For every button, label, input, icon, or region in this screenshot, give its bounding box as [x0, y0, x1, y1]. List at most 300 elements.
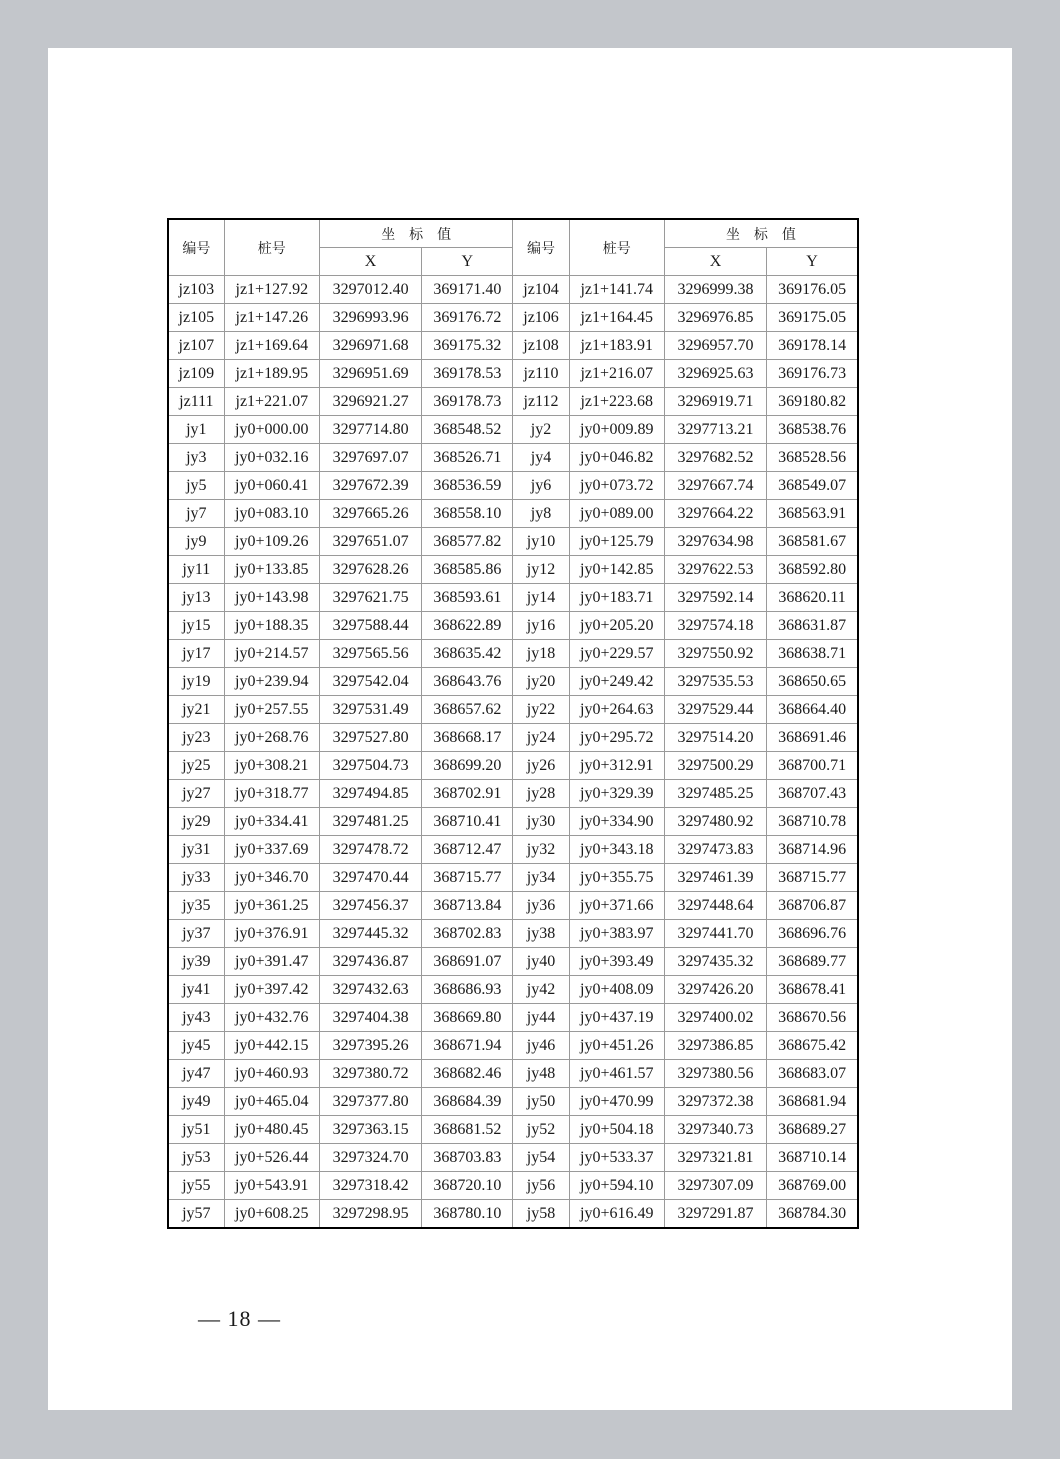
- cell-station: jy0+264.63: [569, 696, 664, 724]
- cell-station: jy0+060.41: [224, 472, 319, 500]
- cell-point-id: jy14: [513, 584, 569, 612]
- cell-point-id: jy57: [168, 1200, 224, 1229]
- cell-coord-x: 3297340.73: [664, 1116, 766, 1144]
- cell-coord-y: 368631.87: [767, 612, 858, 640]
- table-body: [168, 276, 858, 1229]
- cell-coord-x: 3297441.70: [664, 920, 766, 948]
- cell-coord-y: 368635.42: [422, 640, 513, 668]
- cell-coord-x: 3297363.15: [319, 1116, 421, 1144]
- cell-point-id: jy28: [513, 780, 569, 808]
- cell-coord-x: 3297682.52: [664, 444, 766, 472]
- cell-coord-x: 3297542.04: [319, 668, 421, 696]
- cell-coord-y: 368671.94: [422, 1032, 513, 1060]
- cell-coord-x: 3297481.25: [319, 808, 421, 836]
- cell-coord-y: 369176.73: [767, 360, 858, 388]
- cell-point-id: jy46: [513, 1032, 569, 1060]
- cell-station: jy0+268.76: [224, 724, 319, 752]
- cell-coord-y: 368710.14: [767, 1144, 858, 1172]
- table-row: [168, 808, 858, 836]
- header-station: 桩号: [224, 219, 319, 276]
- cell-coord-x: 3297527.80: [319, 724, 421, 752]
- cell-coord-y: 369175.05: [767, 304, 858, 332]
- table-row: [168, 948, 858, 976]
- cell-coord-y: 368664.40: [767, 696, 858, 724]
- cell-point-id: jy42: [513, 976, 569, 1004]
- cell-coord-x: 3297500.29: [664, 752, 766, 780]
- cell-station: jy0+312.91: [569, 752, 664, 780]
- cell-station: jz1+141.74: [569, 276, 664, 304]
- cell-point-id: jy29: [168, 808, 224, 836]
- cell-coord-y: 368780.10: [422, 1200, 513, 1229]
- cell-coord-x: 3297531.49: [319, 696, 421, 724]
- table-row: [168, 612, 858, 640]
- cell-station: jy0+046.82: [569, 444, 664, 472]
- cell-point-id: jy21: [168, 696, 224, 724]
- table-row: [168, 388, 858, 416]
- cell-coord-y: 368558.10: [422, 500, 513, 528]
- cell-point-id: jy44: [513, 1004, 569, 1032]
- cell-station: jy0+334.90: [569, 808, 664, 836]
- cell-coord-y: 369180.82: [767, 388, 858, 416]
- cell-coord-x: 3297291.87: [664, 1200, 766, 1229]
- cell-coord-x: 3297321.81: [664, 1144, 766, 1172]
- table-row: [168, 1116, 858, 1144]
- cell-coord-y: 368549.07: [767, 472, 858, 500]
- cell-coord-x: 3297400.02: [664, 1004, 766, 1032]
- cell-station: jy0+460.93: [224, 1060, 319, 1088]
- cell-coord-y: 368720.10: [422, 1172, 513, 1200]
- cell-coord-x: 3297651.07: [319, 528, 421, 556]
- cell-coord-y: 368702.91: [422, 780, 513, 808]
- cell-station: jy0+432.76: [224, 1004, 319, 1032]
- cell-station: jy0+000.00: [224, 416, 319, 444]
- cell-point-id: jy47: [168, 1060, 224, 1088]
- cell-coord-y: 368710.41: [422, 808, 513, 836]
- cell-station: jy0+083.10: [224, 500, 319, 528]
- cell-coord-y: 368683.07: [767, 1060, 858, 1088]
- cell-coord-y: 369178.14: [767, 332, 858, 360]
- cell-point-id: jz106: [513, 304, 569, 332]
- page-number: — 18 —: [198, 1306, 281, 1331]
- cell-station: jy0+214.57: [224, 640, 319, 668]
- cell-coord-x: 3297535.53: [664, 668, 766, 696]
- cell-point-id: jz104: [513, 276, 569, 304]
- cell-station: jy0+142.85: [569, 556, 664, 584]
- cell-coord-x: 3296957.70: [664, 332, 766, 360]
- cell-coord-x: 3296993.96: [319, 304, 421, 332]
- cell-coord-y: 368526.71: [422, 444, 513, 472]
- header-id: 编号: [168, 219, 224, 276]
- table-row: [168, 1088, 858, 1116]
- cell-coord-y: 368703.83: [422, 1144, 513, 1172]
- cell-point-id: jy4: [513, 444, 569, 472]
- cell-coord-y: 368710.78: [767, 808, 858, 836]
- cell-point-id: jy45: [168, 1032, 224, 1060]
- cell-point-id: jz112: [513, 388, 569, 416]
- cell-coord-x: 3297470.44: [319, 864, 421, 892]
- header-station: 桩号: [569, 219, 664, 276]
- cell-coord-y: 369178.73: [422, 388, 513, 416]
- cell-point-id: jy24: [513, 724, 569, 752]
- table-row: [168, 864, 858, 892]
- cell-coord-x: 3297324.70: [319, 1144, 421, 1172]
- cell-station: jy0+594.10: [569, 1172, 664, 1200]
- cell-coord-x: 3297445.32: [319, 920, 421, 948]
- header-coord: 坐 标 值: [664, 219, 858, 248]
- cell-station: jz1+164.45: [569, 304, 664, 332]
- cell-coord-y: 368668.17: [422, 724, 513, 752]
- cell-station: jy0+109.26: [224, 528, 319, 556]
- table-row: [168, 304, 858, 332]
- table-row: [168, 1200, 858, 1229]
- cell-point-id: jy23: [168, 724, 224, 752]
- cell-coord-y: 368699.20: [422, 752, 513, 780]
- cell-coord-x: 3297307.09: [664, 1172, 766, 1200]
- cell-station: jy0+337.69: [224, 836, 319, 864]
- cell-point-id: jy5: [168, 472, 224, 500]
- cell-coord-y: 368681.52: [422, 1116, 513, 1144]
- cell-coord-x: 3297634.98: [664, 528, 766, 556]
- cell-point-id: jy27: [168, 780, 224, 808]
- cell-point-id: jy1: [168, 416, 224, 444]
- cell-coord-y: 369175.32: [422, 332, 513, 360]
- cell-coord-x: 3297672.39: [319, 472, 421, 500]
- cell-station: jy0+480.45: [224, 1116, 319, 1144]
- cell-point-id: jy56: [513, 1172, 569, 1200]
- cell-coord-y: 368713.84: [422, 892, 513, 920]
- cell-coord-y: 368684.39: [422, 1088, 513, 1116]
- header-x: X: [664, 248, 766, 276]
- cell-point-id: jy17: [168, 640, 224, 668]
- cell-station: jy0+334.41: [224, 808, 319, 836]
- cell-coord-y: 368638.71: [767, 640, 858, 668]
- cell-point-id: jy20: [513, 668, 569, 696]
- cell-coord-y: 369176.72: [422, 304, 513, 332]
- cell-coord-x: 3297697.07: [319, 444, 421, 472]
- cell-point-id: jy35: [168, 892, 224, 920]
- cell-coord-y: 368784.30: [767, 1200, 858, 1229]
- cell-coord-x: 3297667.74: [664, 472, 766, 500]
- cell-coord-x: 3297550.92: [664, 640, 766, 668]
- cell-coord-y: 369178.53: [422, 360, 513, 388]
- cell-station: jy0+032.16: [224, 444, 319, 472]
- cell-point-id: jy11: [168, 556, 224, 584]
- cell-point-id: jy32: [513, 836, 569, 864]
- cell-station: jz1+147.26: [224, 304, 319, 332]
- cell-coord-x: 3296999.38: [664, 276, 766, 304]
- cell-coord-y: 368681.94: [767, 1088, 858, 1116]
- cell-coord-x: 3297714.80: [319, 416, 421, 444]
- cell-point-id: jy8: [513, 500, 569, 528]
- cell-point-id: jy12: [513, 556, 569, 584]
- cell-station: jy0+504.18: [569, 1116, 664, 1144]
- cell-point-id: jy43: [168, 1004, 224, 1032]
- table-row: [168, 500, 858, 528]
- cell-station: jy0+393.49: [569, 948, 664, 976]
- cell-coord-y: 368528.56: [767, 444, 858, 472]
- cell-coord-y: 368593.61: [422, 584, 513, 612]
- cell-station: jy0+451.26: [569, 1032, 664, 1060]
- cell-coord-x: 3297628.26: [319, 556, 421, 584]
- cell-station: jy0+205.20: [569, 612, 664, 640]
- cell-coord-x: 3297380.72: [319, 1060, 421, 1088]
- cell-station: jy0+461.57: [569, 1060, 664, 1088]
- cell-coord-y: 368707.43: [767, 780, 858, 808]
- cell-coord-x: 3297436.87: [319, 948, 421, 976]
- cell-coord-x: 3297588.44: [319, 612, 421, 640]
- cell-coord-y: 368670.56: [767, 1004, 858, 1032]
- cell-coord-y: 368686.93: [422, 976, 513, 1004]
- cell-coord-y: 368682.46: [422, 1060, 513, 1088]
- cell-coord-y: 368715.77: [767, 864, 858, 892]
- cell-coord-x: 3297574.18: [664, 612, 766, 640]
- cell-point-id: jy39: [168, 948, 224, 976]
- cell-station: jz1+223.68: [569, 388, 664, 416]
- cell-coord-y: 368536.59: [422, 472, 513, 500]
- cell-point-id: jy22: [513, 696, 569, 724]
- cell-station: jy0+383.97: [569, 920, 664, 948]
- cell-point-id: jy51: [168, 1116, 224, 1144]
- cell-point-id: jy53: [168, 1144, 224, 1172]
- cell-coord-x: 3297529.44: [664, 696, 766, 724]
- cell-coord-x: 3297404.38: [319, 1004, 421, 1032]
- cell-station: jz1+189.95: [224, 360, 319, 388]
- cell-coord-x: 3297664.22: [664, 500, 766, 528]
- cell-coord-y: 368675.42: [767, 1032, 858, 1060]
- document-page: [48, 48, 1012, 1410]
- cell-coord-y: 368689.27: [767, 1116, 858, 1144]
- cell-point-id: jy13: [168, 584, 224, 612]
- table-row: [168, 528, 858, 556]
- cell-point-id: jy10: [513, 528, 569, 556]
- cell-station: jy0+229.57: [569, 640, 664, 668]
- cell-coord-x: 3296925.63: [664, 360, 766, 388]
- cell-point-id: jy38: [513, 920, 569, 948]
- cell-point-id: jz111: [168, 388, 224, 416]
- table-row: [168, 724, 858, 752]
- cell-coord-y: 368714.96: [767, 836, 858, 864]
- cell-station: jz1+216.07: [569, 360, 664, 388]
- table-row: [168, 360, 858, 388]
- cell-point-id: jy15: [168, 612, 224, 640]
- cell-coord-y: 368712.47: [422, 836, 513, 864]
- cell-point-id: jz108: [513, 332, 569, 360]
- cell-point-id: jy58: [513, 1200, 569, 1229]
- table-row: [168, 780, 858, 808]
- cell-coord-x: 3297380.56: [664, 1060, 766, 1088]
- cell-station: jy0+371.66: [569, 892, 664, 920]
- cell-station: jy0+470.99: [569, 1088, 664, 1116]
- table-row: [168, 416, 858, 444]
- cell-point-id: jy2: [513, 416, 569, 444]
- cell-station: jy0+376.91: [224, 920, 319, 948]
- cell-station: jy0+295.72: [569, 724, 664, 752]
- table-row: [168, 892, 858, 920]
- cell-coord-x: 3297456.37: [319, 892, 421, 920]
- cell-station: jy0+308.21: [224, 752, 319, 780]
- cell-station: jy0+526.44: [224, 1144, 319, 1172]
- cell-point-id: jy26: [513, 752, 569, 780]
- cell-station: jy0+465.04: [224, 1088, 319, 1116]
- cell-station: jy0+125.79: [569, 528, 664, 556]
- cell-coord-x: 3297494.85: [319, 780, 421, 808]
- cell-coord-y: 368548.52: [422, 416, 513, 444]
- cell-coord-x: 3297665.26: [319, 500, 421, 528]
- cell-point-id: jy19: [168, 668, 224, 696]
- cell-coord-y: 368706.87: [767, 892, 858, 920]
- cell-point-id: jy18: [513, 640, 569, 668]
- cell-station: jy0+397.42: [224, 976, 319, 1004]
- cell-point-id: jy31: [168, 836, 224, 864]
- cell-coord-y: 368689.77: [767, 948, 858, 976]
- cell-station: jy0+355.75: [569, 864, 664, 892]
- cell-point-id: jy3: [168, 444, 224, 472]
- cell-station: jy0+183.71: [569, 584, 664, 612]
- cell-station: jz1+127.92: [224, 276, 319, 304]
- cell-station: jz1+169.64: [224, 332, 319, 360]
- cell-coord-y: 368563.91: [767, 500, 858, 528]
- cell-coord-x: 3296921.27: [319, 388, 421, 416]
- cell-point-id: jy40: [513, 948, 569, 976]
- table-header: [168, 219, 858, 276]
- cell-point-id: jz103: [168, 276, 224, 304]
- cell-coord-x: 3297504.73: [319, 752, 421, 780]
- table-row: [168, 472, 858, 500]
- cell-coord-x: 3296919.71: [664, 388, 766, 416]
- cell-coord-x: 3297713.21: [664, 416, 766, 444]
- cell-coord-x: 3297298.95: [319, 1200, 421, 1229]
- cell-station: jy0+329.39: [569, 780, 664, 808]
- cell-station: jy0+346.70: [224, 864, 319, 892]
- cell-coord-y: 368650.65: [767, 668, 858, 696]
- cell-point-id: jy25: [168, 752, 224, 780]
- table-row: [168, 584, 858, 612]
- cell-point-id: jy37: [168, 920, 224, 948]
- cell-station: jy0+143.98: [224, 584, 319, 612]
- cell-point-id: jy7: [168, 500, 224, 528]
- cell-station: jz1+221.07: [224, 388, 319, 416]
- cell-coord-y: 368577.82: [422, 528, 513, 556]
- cell-station: jy0+073.72: [569, 472, 664, 500]
- cell-coord-y: 368657.62: [422, 696, 513, 724]
- cell-station: jy0+408.09: [569, 976, 664, 1004]
- cell-station: jy0+089.00: [569, 500, 664, 528]
- table-row: [168, 1060, 858, 1088]
- header-x: X: [319, 248, 421, 276]
- cell-point-id: jy41: [168, 976, 224, 1004]
- cell-coord-y: 368769.00: [767, 1172, 858, 1200]
- table-row: [168, 1144, 858, 1172]
- table-row: [168, 640, 858, 668]
- cell-coord-x: 3297592.14: [664, 584, 766, 612]
- table-row: [168, 1004, 858, 1032]
- cell-station: jy0+533.37: [569, 1144, 664, 1172]
- cell-station: jy0+608.25: [224, 1200, 319, 1229]
- header-y: Y: [767, 248, 858, 276]
- cell-coord-y: 368538.76: [767, 416, 858, 444]
- header-y: Y: [422, 248, 513, 276]
- table-row: [168, 668, 858, 696]
- cell-station: jy0+009.89: [569, 416, 664, 444]
- cell-point-id: jz107: [168, 332, 224, 360]
- table-row: [168, 444, 858, 472]
- cell-station: jy0+543.91: [224, 1172, 319, 1200]
- cell-coord-x: 3297435.32: [664, 948, 766, 976]
- cell-station: jy0+361.25: [224, 892, 319, 920]
- cell-coord-x: 3297426.20: [664, 976, 766, 1004]
- cell-coord-x: 3297372.38: [664, 1088, 766, 1116]
- cell-coord-y: 368715.77: [422, 864, 513, 892]
- cell-station: jy0+257.55: [224, 696, 319, 724]
- cell-coord-x: 3297318.42: [319, 1172, 421, 1200]
- cell-coord-x: 3297377.80: [319, 1088, 421, 1116]
- table-row: [168, 696, 858, 724]
- table-row: [168, 976, 858, 1004]
- cell-coord-x: 3297461.39: [664, 864, 766, 892]
- cell-coord-x: 3297622.53: [664, 556, 766, 584]
- cell-coord-x: 3297012.40: [319, 276, 421, 304]
- table-row: [168, 332, 858, 360]
- cell-coord-x: 3297432.63: [319, 976, 421, 1004]
- cell-coord-y: 368702.83: [422, 920, 513, 948]
- cell-coord-x: 3296976.85: [664, 304, 766, 332]
- cell-coord-x: 3297621.75: [319, 584, 421, 612]
- cell-coord-y: 368622.89: [422, 612, 513, 640]
- cell-point-id: jz110: [513, 360, 569, 388]
- table-row: [168, 1032, 858, 1060]
- cell-coord-x: 3297448.64: [664, 892, 766, 920]
- cell-point-id: jz109: [168, 360, 224, 388]
- cell-coord-x: 3297386.85: [664, 1032, 766, 1060]
- cell-station: jy0+188.35: [224, 612, 319, 640]
- cell-point-id: jy33: [168, 864, 224, 892]
- cell-point-id: jy55: [168, 1172, 224, 1200]
- table-row: [168, 276, 858, 304]
- cell-coord-x: 3297478.72: [319, 836, 421, 864]
- table-row: [168, 836, 858, 864]
- cell-coord-y: 368643.76: [422, 668, 513, 696]
- cell-coord-y: 368581.67: [767, 528, 858, 556]
- cell-station: jy0+318.77: [224, 780, 319, 808]
- header-coord: 坐 标 值: [319, 219, 513, 248]
- cell-coord-x: 3297473.83: [664, 836, 766, 864]
- cell-point-id: jy30: [513, 808, 569, 836]
- cell-coord-x: 3297565.56: [319, 640, 421, 668]
- cell-point-id: jy48: [513, 1060, 569, 1088]
- cell-station: jy0+442.15: [224, 1032, 319, 1060]
- cell-station: jy0+249.42: [569, 668, 664, 696]
- table-row: [168, 556, 858, 584]
- cell-coord-x: 3297395.26: [319, 1032, 421, 1060]
- cell-point-id: jz105: [168, 304, 224, 332]
- cell-coord-y: 368691.46: [767, 724, 858, 752]
- cell-point-id: jy16: [513, 612, 569, 640]
- table-row: [168, 920, 858, 948]
- cell-coord-y: 368669.80: [422, 1004, 513, 1032]
- cell-point-id: jy54: [513, 1144, 569, 1172]
- cell-coord-x: 3297485.25: [664, 780, 766, 808]
- cell-coord-y: 368678.41: [767, 976, 858, 1004]
- cell-point-id: jy52: [513, 1116, 569, 1144]
- cell-coord-y: 368696.76: [767, 920, 858, 948]
- cell-coord-y: 369171.40: [422, 276, 513, 304]
- cell-coord-y: 368592.80: [767, 556, 858, 584]
- cell-station: jy0+133.85: [224, 556, 319, 584]
- cell-point-id: jy6: [513, 472, 569, 500]
- cell-point-id: jy36: [513, 892, 569, 920]
- cell-coord-x: 3296951.69: [319, 360, 421, 388]
- table-row: [168, 752, 858, 780]
